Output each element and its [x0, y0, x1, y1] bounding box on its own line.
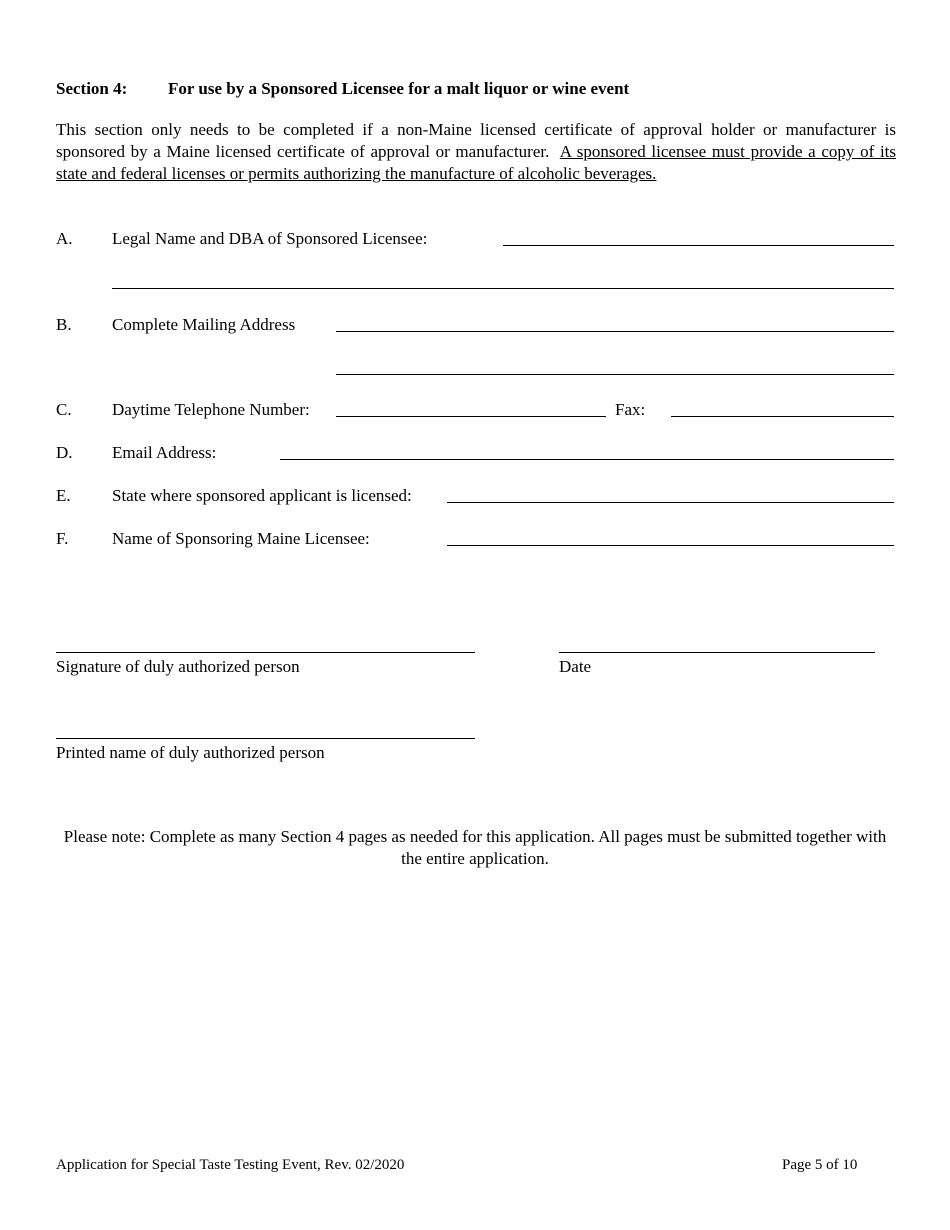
footer-form-name: Application for Special Taste Testing Event, Rev. 02/2020	[56, 1157, 405, 1173]
legal-name-line-2[interactable]	[112, 288, 894, 289]
date-label: Date	[559, 657, 592, 676]
field-b-letter: B.	[56, 315, 72, 334]
field-d-letter: D.	[56, 443, 73, 462]
intro-requirement: A sponsored licensee must provide a copy of its state and federal licenses or permits authorizing the manufacture of alcoholic beverages.	[56, 142, 897, 183]
field-a-label: Legal Name and DBA of Sponsored Licensee:	[112, 229, 428, 248]
field-d-label: Email Address:	[112, 443, 217, 462]
signature-label: Signature of duly authorized person	[56, 657, 300, 676]
mailing-address-line-2[interactable]	[336, 374, 894, 375]
telephone-line[interactable]	[336, 416, 606, 417]
signature-line[interactable]	[56, 652, 475, 653]
date-line[interactable]	[559, 652, 875, 653]
field-f-letter: F.	[56, 529, 69, 548]
section-label: Section 4:	[56, 79, 128, 98]
field-c-letter: C.	[56, 400, 72, 419]
fax-line[interactable]	[671, 416, 894, 417]
legal-name-line[interactable]	[503, 245, 894, 246]
field-c-label: Daytime Telephone Number:	[112, 400, 310, 419]
intro-text: This section only needs to be completed if a non-Maine licensed certificate of approval holder or manufacturer is sponsored by a Maine licensed certificate of approval or manufacturer.	[56, 120, 896, 161]
licensed-state-line[interactable]	[447, 502, 894, 503]
field-a-letter: A.	[56, 229, 73, 248]
printed-name-label: Printed name of duly authorized person	[56, 743, 325, 762]
intro-paragraph	[56, 119, 896, 185]
section-title: For use by a Sponsored Licensee for a malt liquor or wine event	[168, 79, 630, 98]
please-note: Please note: Complete as many Section 4 pages as needed for this application. All pages must be submitted together with the entire application.	[63, 827, 887, 868]
field-f-label: Name of Sponsoring Maine Licensee:	[112, 529, 370, 548]
field-e-letter: E.	[56, 486, 71, 505]
email-line[interactable]	[280, 459, 894, 460]
field-b-label: Complete Mailing Address	[112, 315, 296, 334]
fax-label: Fax:	[615, 400, 646, 419]
field-e-label: State where sponsored applicant is licensed:	[112, 486, 412, 505]
mailing-address-line[interactable]	[336, 331, 894, 332]
footer-page-number: Page 5 of 10	[782, 1157, 858, 1173]
printed-name-line[interactable]	[56, 738, 475, 739]
sponsoring-licensee-line[interactable]	[447, 545, 894, 546]
